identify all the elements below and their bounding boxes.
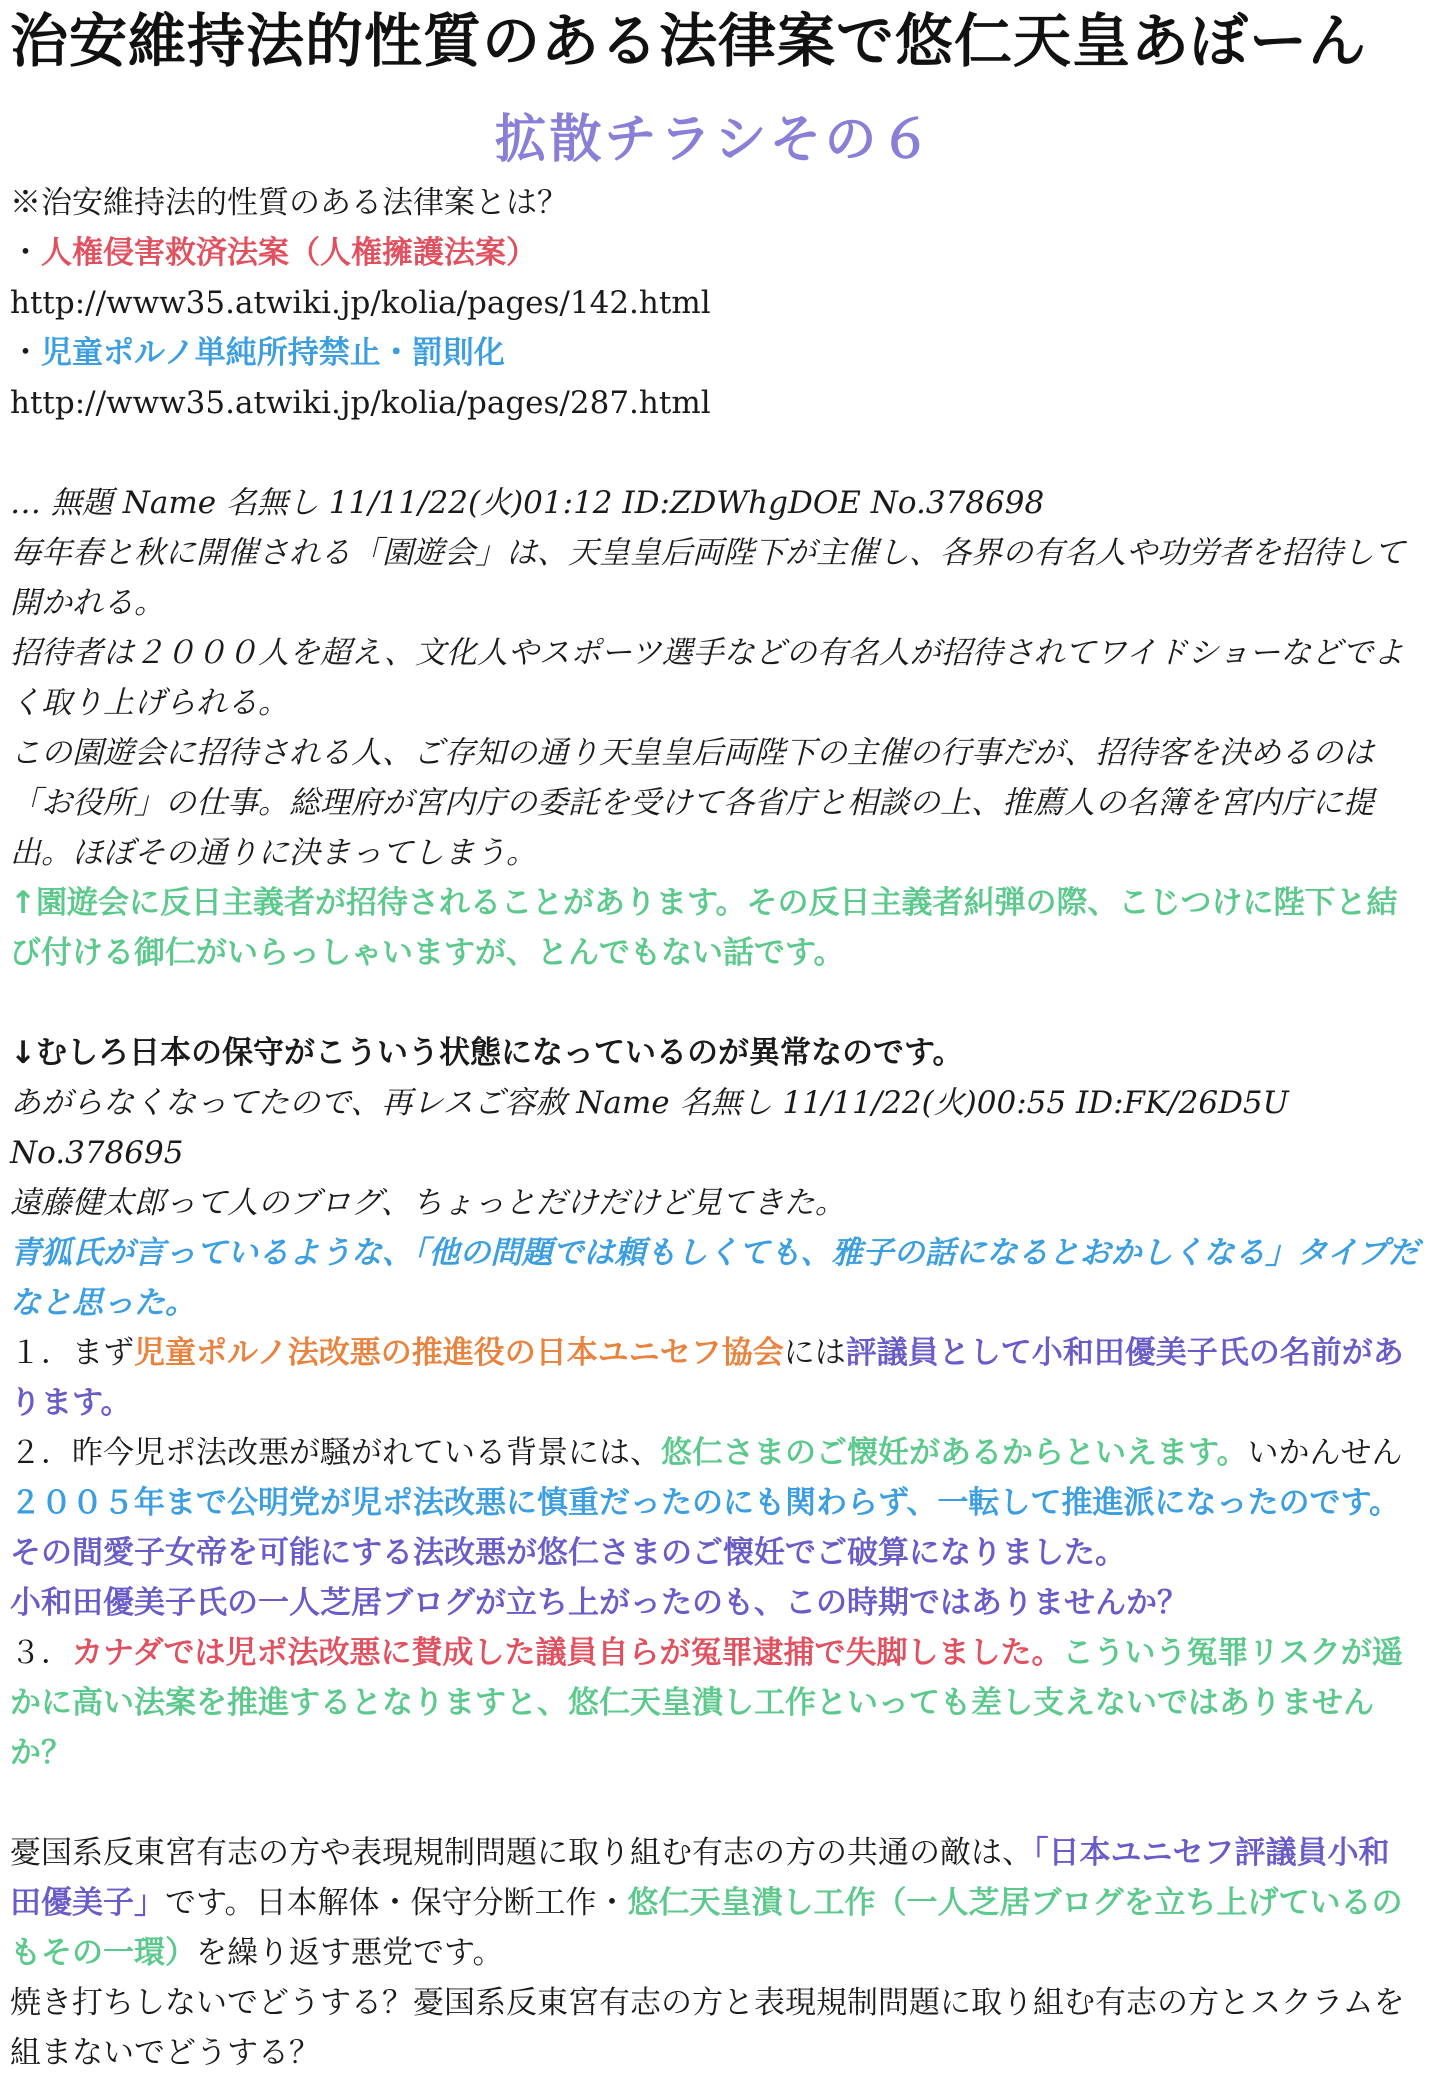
closing-middle: です。日本解体・保守分断工作・ — [165, 1885, 628, 1921]
closing-enemy: 「日本ユニセフ評議員小和田優美子」 — [10, 1835, 1390, 1921]
point-1-lead: １．まず — [10, 1335, 134, 1371]
section-2-heading: ↓むしろ日本の保守がこういう状態になっているのが異常なのです。 — [10, 1035, 964, 1071]
point-1-unicef: 児童ポルノ法改悪の推進役の日本ユニセフ協会 — [134, 1335, 784, 1371]
closing-call: 焼き打ちしないでどうする？憂国系反東宮有志の方と表現規制問題に取り組む有志の方とスクラムを組まないでどうする？ — [10, 1985, 1405, 2071]
point-2-connector: いかんせん — [1247, 1435, 1403, 1471]
point-3-canada: カナダでは児ポ法改悪に賛成した議員自らが冤罪逮捕で失脚しました。 — [72, 1635, 1063, 1671]
point-1-connector: には — [783, 1335, 846, 1371]
closing-lead: 憂国系反東宮有志の方や表現規制問題に取り組む有志の方の共通の敵は、 — [10, 1835, 1033, 1871]
closing-plot: 悠仁天皇潰し工作（一人芝居ブログを立ち上げているのもその一環） — [10, 1885, 1403, 1971]
point-2-pregnancy: 悠仁さまのご懐妊があるからといえます。 — [661, 1435, 1248, 1471]
post-1-body-2: 招待者は２０００人を超え、文化人やスポーツ選手などの有名人が招待されてワイドショーなどでよく取り上げられる。 — [10, 635, 1405, 721]
page-title: 治安維持法的性質のある法律案で悠仁天皇あぼーん — [10, 7, 1368, 75]
point-2-blog: 小和田優美子氏の一人芝居ブログが立ち上がったのも、この時期ではありませんか？ — [10, 1585, 1188, 1621]
post-1 — [10, 478, 1419, 978]
intro-item-1 — [10, 228, 1419, 278]
post-1-body-1: 毎年春と秋に開催される「園遊会」は、天皇皇后両陛下が主催し、各界の有名人や功労者を招待して開かれる。 — [10, 535, 1405, 621]
law-name-child-porn: 児童ポルノ単純所持禁止・罰則化 — [41, 335, 505, 371]
intro-item-2 — [10, 328, 1419, 378]
point-2-komeito: ２００５年まで公明党が児ポ法改悪に慎重だったのにも関わらず、一転して推進派になったのです。 — [10, 1485, 1401, 1521]
bullet: ・ — [10, 335, 41, 371]
point-2-lead: ２．昨今児ポ法改悪が騒がれている背景には、 — [10, 1435, 661, 1471]
post-2-header: あがらなくなってたので、再レスご容赦 Name 名無し 11/11/22(火)00:55 ID:FK/26D5U No.378695 — [10, 1085, 1289, 1171]
point-3-risk: こういう冤罪リスクが遥かに高い法案を推進するとなりますと、悠仁天皇潰し工作といっても差し支えないではありませんか？ — [10, 1635, 1403, 1771]
point-2 — [10, 1428, 1419, 1628]
post-2-body: 遠藤健太郎って人のブログ、ちょっとだけだけど見てきた。 — [10, 1185, 846, 1221]
spacer — [10, 978, 1419, 1028]
url-link-2[interactable]: http://www35.atwiki.jp/kolia/pages/287.html — [10, 385, 711, 421]
post-1-comment: ↑園遊会に反日主義者が招待されることがあります。その反日主義者糾弾の際、こじつけに陛下と結び付ける御仁がいらっしゃいますが、とんでもない話です。 — [10, 885, 1398, 971]
point-2-aiko: その間愛子女帝を可能にする法改悪が悠仁さまのご懐妊でご破算になりました。 — [10, 1535, 1126, 1571]
point-1-councillor: 評議員として小和田優美子氏の名前があります。 — [10, 1335, 1404, 1421]
point-1 — [10, 1328, 1419, 1428]
post-2-quote: 青狐氏が言っているような、「他の問題では頼もしくても、雅子の話になるとおかしくなる」タイプだなと思った。 — [10, 1235, 1419, 1321]
post-1-body-3: この園遊会に招待される人、ご存知の通り天皇皇后両陛下の主催の行事だが、招待客を決めるのは「お役所」の仕事。総理府が宮内庁の委託を受けて各省庁と相談の上、推薦人の名簿を宮内庁に提出。ほぼその通りに決まってしまう。 — [10, 735, 1374, 871]
page-subtitle: 拡散チラシその６ — [494, 110, 935, 170]
intro-section — [10, 178, 1419, 428]
law-name-human-rights: 人権侵害救済法案（人権擁護法案） — [41, 235, 537, 271]
closing-paragraph — [10, 1828, 1419, 1978]
closing-end: を繰り返す悪党です。 — [196, 1935, 504, 1971]
post-1-header: … 無題 Name 名無し 11/11/22(火)01:12 ID:ZDWhgDOE No.378698 — [10, 485, 1045, 521]
point-3 — [10, 1628, 1419, 1778]
section-2 — [10, 1028, 1419, 1778]
spacer — [10, 428, 1419, 478]
closing-section — [10, 1828, 1419, 2078]
spacer — [10, 1778, 1419, 1828]
intro-question: ※治安維持法的性質のある法律案とは？ — [10, 185, 568, 221]
point-3-lead: ３． — [10, 1635, 72, 1671]
url-link-1[interactable]: http://www35.atwiki.jp/kolia/pages/142.html — [10, 285, 711, 321]
bullet: ・ — [10, 235, 41, 271]
